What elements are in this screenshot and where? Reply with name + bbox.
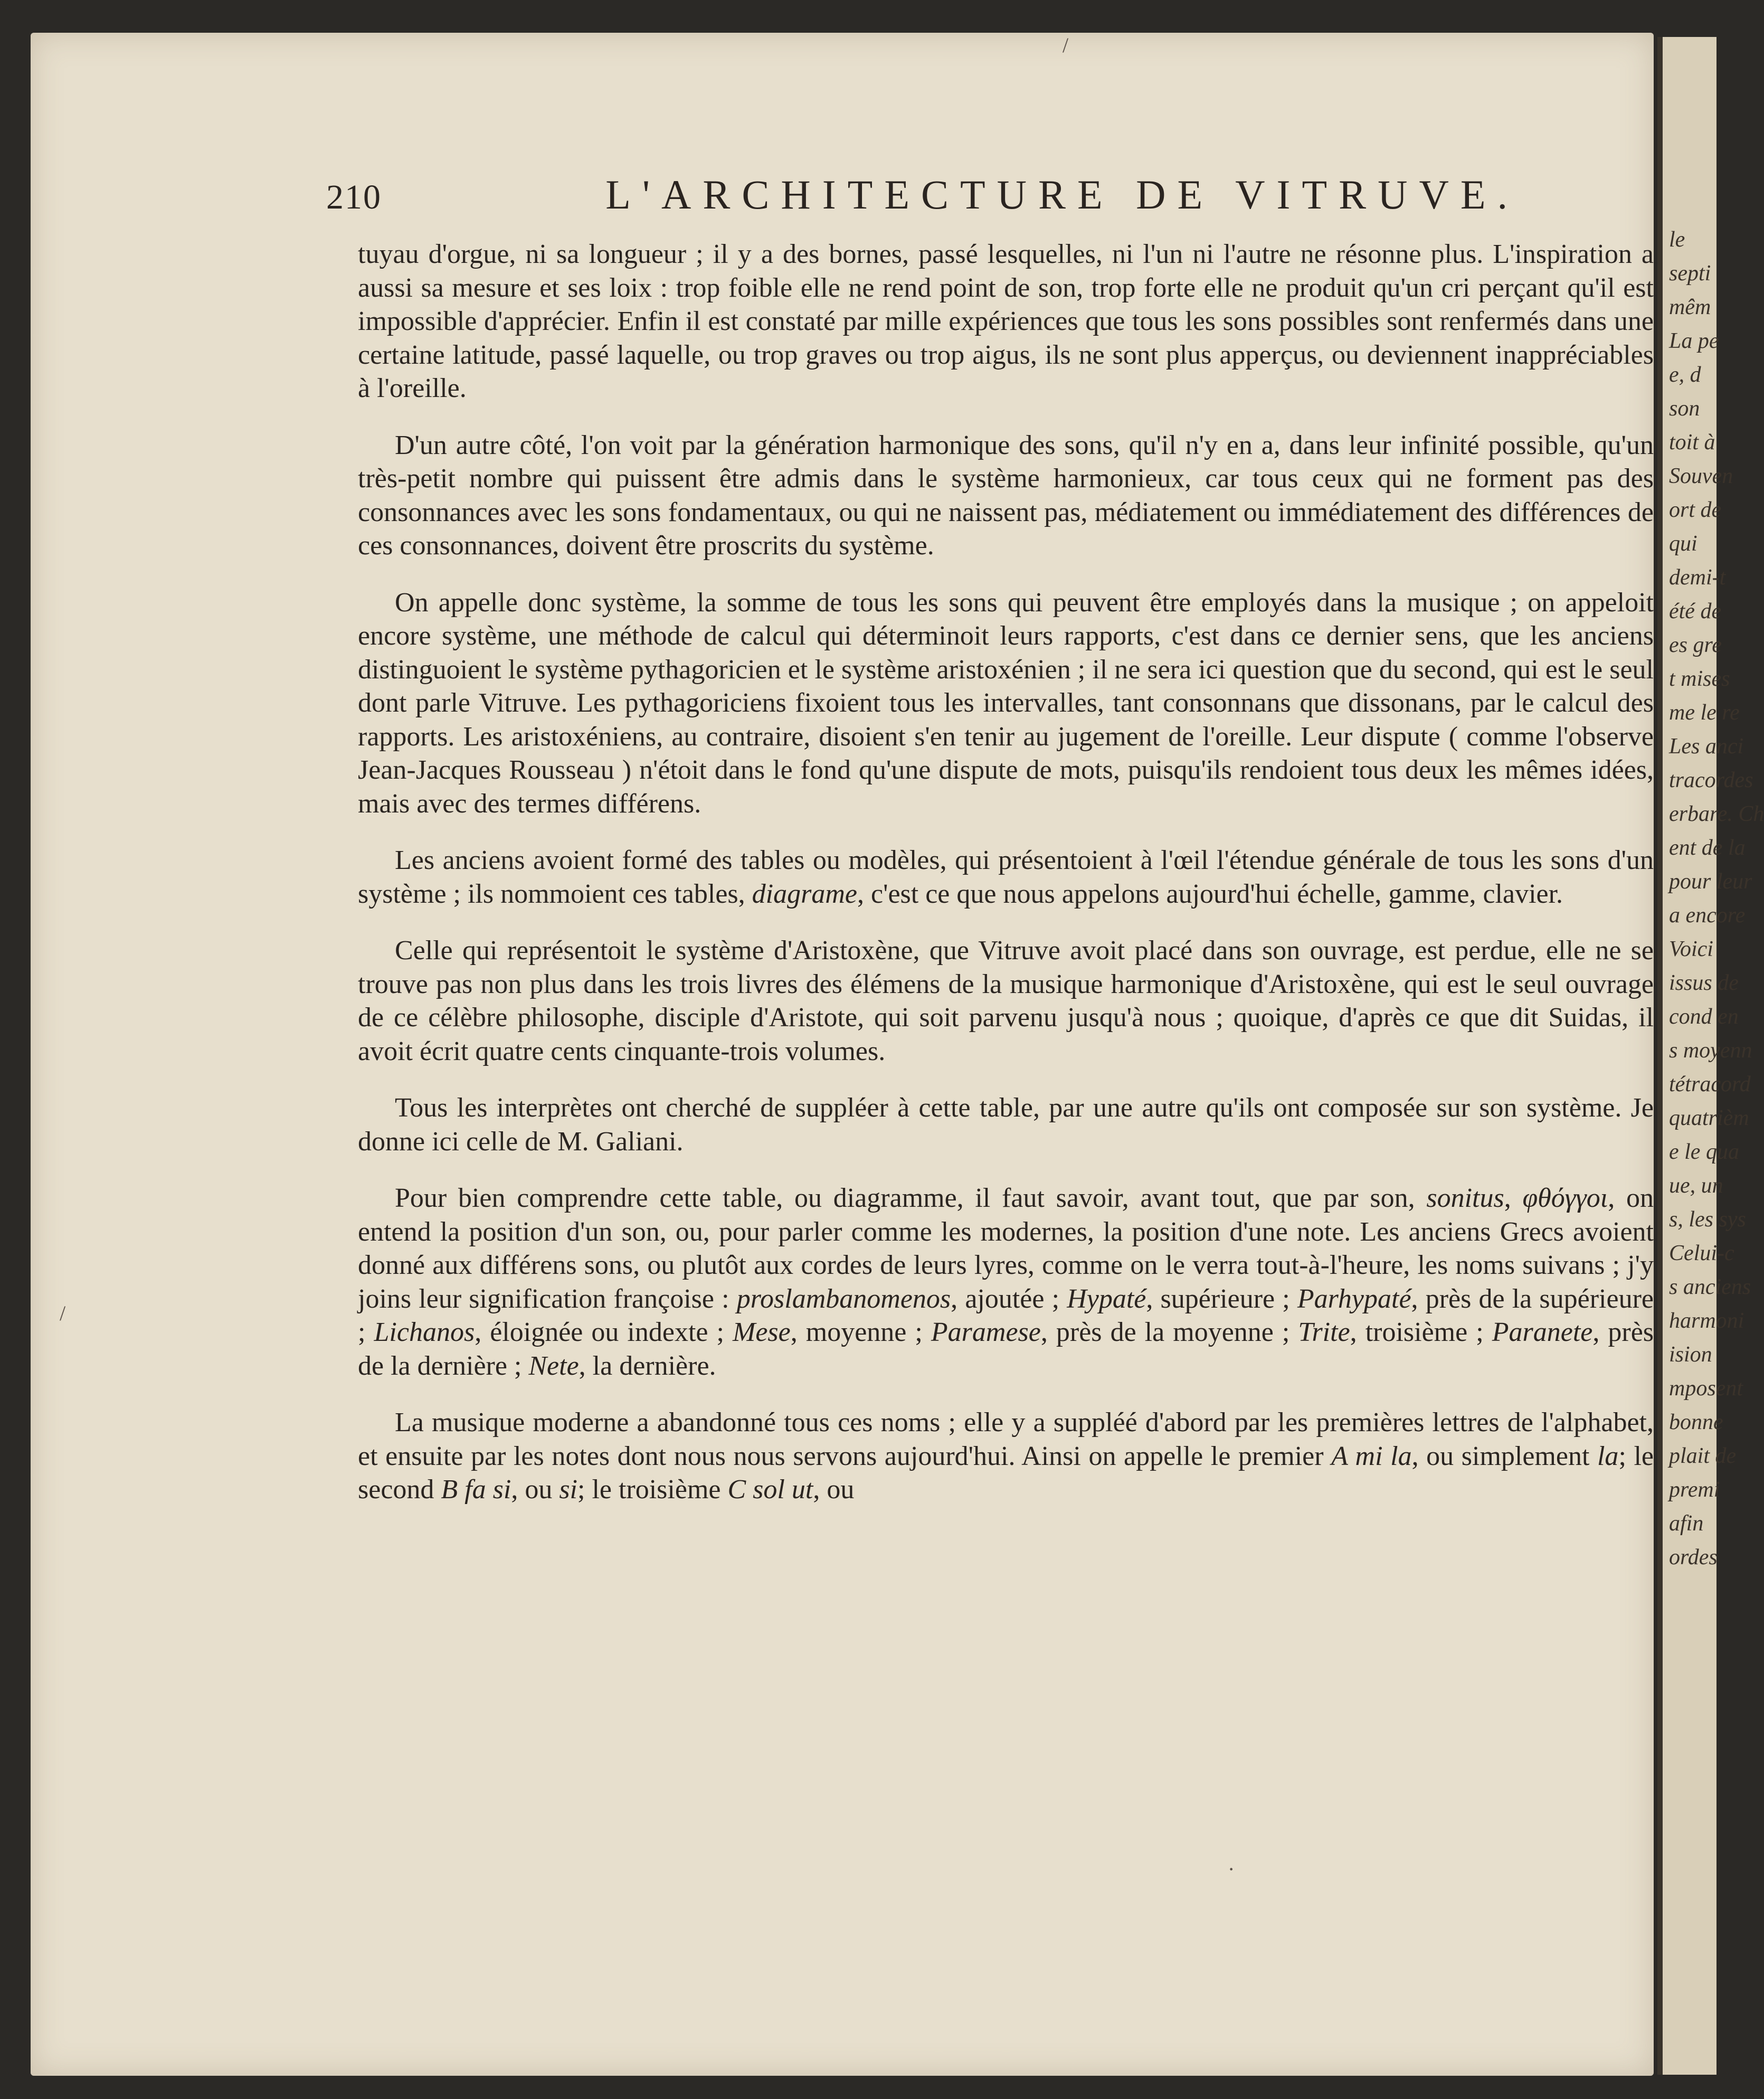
- text-run: , troisième ;: [1350, 1317, 1492, 1347]
- italic-term: Mese: [733, 1317, 791, 1347]
- italic-term: Lichanos: [374, 1317, 475, 1347]
- italic-term: A mi la: [1331, 1441, 1412, 1471]
- italic-term: si: [559, 1474, 577, 1505]
- italic-term: proslambanomenos: [736, 1283, 951, 1314]
- italic-term: diagrame: [752, 878, 857, 909]
- italic-term: Trite: [1298, 1317, 1350, 1347]
- text-run: , ou: [813, 1474, 855, 1505]
- text-run: ; le troisième: [577, 1474, 728, 1505]
- adjacent-page-fragment: ent de la: [1669, 836, 1746, 860]
- italic-term: Hypaté: [1067, 1283, 1146, 1314]
- text-run: ,: [1504, 1183, 1523, 1213]
- adjacent-page-fragment: été de: [1669, 599, 1722, 623]
- adjacent-page-fragment: son: [1669, 396, 1700, 421]
- adjacent-page-fragment: ue, un: [1669, 1174, 1723, 1198]
- adjacent-page-fragment: a encore: [1669, 903, 1746, 928]
- adjacent-page-fragment: Souven: [1669, 464, 1733, 488]
- adjacent-page-fragment: demi-t: [1669, 565, 1726, 590]
- adjacent-page-fragment: cond en: [1669, 1005, 1739, 1029]
- text-run: , près de la dernière ;: [358, 1317, 1654, 1381]
- adjacent-page-fragment: septi: [1669, 261, 1711, 286]
- italic-term: Paranete: [1492, 1317, 1593, 1347]
- text-run: , ajoutée ;: [951, 1283, 1067, 1314]
- adjacent-page-fragment: pour leur: [1669, 869, 1752, 894]
- adjacent-page-fragment: e le qua: [1669, 1140, 1739, 1164]
- text-run: , la dernière.: [578, 1350, 716, 1381]
- paragraph: Tous les interprètes ont cherché de suppléer à cette table, par une autre qu'ils ont composée sur son système. Je donne ici celle de M. Galiani.: [358, 1093, 1654, 1157]
- page-number: 210: [326, 178, 382, 216]
- text-run: La musique moderne a abandonné tous ces noms ; elle y a suppléé d'abord par les premières lettres de l'alphabet, et ensuite par les notes dont nous nous servons aujourd'hui. Ainsi on appelle le premier: [358, 1407, 1654, 1471]
- adjacent-page-fragment: afin: [1669, 1511, 1704, 1536]
- text-run: , supérieure ;: [1146, 1283, 1297, 1314]
- adjacent-page-fragment: tracordes: [1669, 768, 1753, 792]
- adjacent-page-fragment: me le re: [1669, 701, 1740, 725]
- italic-term: Paramese: [931, 1317, 1041, 1347]
- ink-mark: /: [1063, 33, 1069, 57]
- body-text: [358, 238, 1654, 1530]
- ink-mark: /: [60, 1301, 66, 1325]
- running-title: L'ARCHITECTURE DE VITRUVE.: [605, 172, 1519, 218]
- text-run: Les anciens avoient formé des tables ou modèles, qui présentoient à l'œil l'étendue générale de tous les sons d'un système ; ils nommoient ces tables,: [358, 845, 1654, 909]
- adjacent-page-fragment: ision: [1669, 1342, 1712, 1367]
- adjacent-page-fragment: le: [1669, 228, 1685, 252]
- text-run: ; le second: [358, 1441, 1654, 1505]
- book-page: [31, 33, 1654, 2076]
- page-header: [326, 171, 1519, 219]
- adjacent-page-fragment: t mises: [1669, 667, 1730, 691]
- adjacent-page-fragment: ort de: [1669, 498, 1722, 522]
- text-run: , c'est ce que nous appelons aujourd'hui échelle, gamme, clavier.: [857, 878, 1563, 909]
- adjacent-page-fragment: s moyenn: [1669, 1038, 1752, 1063]
- adjacent-page-fragment: es gre: [1669, 633, 1722, 657]
- adjacent-page-fragment: La pe: [1669, 329, 1719, 353]
- text-run: , ou simplement: [1411, 1441, 1597, 1471]
- adjacent-page-fragment: plait de: [1669, 1444, 1737, 1468]
- text-run: , près de la supérieure ;: [358, 1283, 1654, 1347]
- adjacent-page-fragment: erbare. Ch: [1669, 802, 1764, 826]
- paragraph: [358, 844, 1654, 911]
- adjacent-page-fragment: mposent: [1669, 1376, 1743, 1401]
- adjacent-page-fragment: harmoni: [1669, 1309, 1744, 1333]
- italic-term: Parhypaté: [1297, 1283, 1411, 1314]
- italic-term: B fa si: [441, 1474, 511, 1505]
- adjacent-page-fragment: Celui-c: [1669, 1241, 1734, 1265]
- adjacent-page-fragment: s anciens: [1669, 1275, 1751, 1299]
- paragraph: [358, 1181, 1654, 1383]
- paragraph: Celle qui représentoit le système d'Aristoxène, que Vitruve avoit placé dans son ouvrage, est perdue, elle ne se trouve pas non plus dans les trois livres des élémens de la musique harmonique d'Aristoxène, qui est le seul ouvrage de ce célèbre philosophe, disciple d'Aristote, qui soit parvenu jusqu'à nous ; quoique, d'après ce que dit Suidas, il avoit écrit quatre cents cinquante-trois volumes.: [358, 935, 1654, 1066]
- adjacent-page-fragment: Les anci: [1669, 734, 1744, 759]
- italic-term: φθόγγοι: [1522, 1183, 1608, 1213]
- adjacent-page-fragment: ordes: [1669, 1545, 1718, 1569]
- adjacent-page-fragment: toit à: [1669, 430, 1715, 455]
- adjacent-page-fragment: premi: [1669, 1478, 1720, 1502]
- adjacent-page-fragment: issus de: [1669, 971, 1739, 995]
- adjacent-page-fragment: quatrièm: [1669, 1106, 1749, 1130]
- italic-term: Nete: [528, 1350, 579, 1381]
- italic-term: C sol ut: [727, 1474, 813, 1505]
- adjacent-page-fragment: s, les sys: [1669, 1207, 1746, 1232]
- text-run: , près de la moyenne ;: [1040, 1317, 1298, 1347]
- text-run: , éloignée ou indexte ;: [475, 1317, 733, 1347]
- ink-mark: ·: [1228, 1857, 1235, 1881]
- adjacent-page-fragment: e, d: [1669, 363, 1701, 387]
- adjacent-page-fragment: bonne: [1669, 1410, 1723, 1434]
- adjacent-page-edge: [1657, 37, 1764, 2075]
- paragraph: [358, 1406, 1654, 1507]
- text-run: , ou: [511, 1474, 559, 1505]
- paragraph: D'un autre côté, l'on voit par la génération harmonique des sons, qu'il n'y en a, dans leur infinité possible, qu'un très-petit nombre qui puissent être admis dans le système harmonieux, car tous ceux qui ne forment pas des consonnances avec les sons fondamentaux, ou qui ne naissent pas, médiatement ou immédiatement des différences de ces consonnances, doivent être proscrits du système.: [358, 430, 1654, 561]
- text-run: Pour bien comprendre cette table, ou diagramme, il faut savoir, avant tout, que par son,: [395, 1183, 1427, 1213]
- adjacent-page-fragment: tétracord: [1669, 1072, 1751, 1096]
- adjacent-page-fragment: Voici: [1669, 937, 1713, 961]
- text-run: , on entend la position d'un son, ou, pour parler comme les modernes, la position d'une note. Les anciens Grecs avoient donné aux différens sons, ou plutôt aux cordes de leurs lyres, comme on le verra tout-à-l'heure, les noms suivans ; j'y joins leur signification françoise :: [358, 1183, 1654, 1314]
- paragraph: On appelle donc système, la somme de tous les sons qui peuvent être employés dans la musique ; on appeloit encore système, une méthode de calcul qui déterminoit leurs rapports, c'est dans ce dernier sens, que les anciens distinguoient le système pythagoricien et le système aristoxénien ; il ne sera ici question que du second, qui est le seul dont parle Vitruve. Les pythagoriciens fixoient tous les intervalles, tant consonnans que dissonans, par le calcul des rapports. Les aristoxéniens, au contraire, disoient s'en tenir au jugement de l'oreille. Leur dispute ( comme l'observe Jean-Jacques Rousseau ) n'étoit dans le fond qu'une dispute de mots, puisqu'ils rendoient tous deux les mêmes idées, mais avec des termes différens.: [358, 587, 1654, 819]
- adjacent-page-fragment: mêm: [1669, 295, 1711, 319]
- adjacent-page-fragment: qui: [1669, 532, 1697, 556]
- paragraph: tuyau d'orgue, ni sa longueur ; il y a des bornes, passé lesquelles, ni l'un ni l'autre ne résonne plus. L'inspiration a aussi sa mesure et ses loix : trop foible elle ne rend point de son, trop forte elle ne produit qu'un cri perçant qu'il est impossible d'apprécier. Enfin il est constaté par mille expériences que tous les sons possibles sont renfermés dans une certaine latitude, passé laquelle, ou trop graves ou trop aigus, ils ne sont plus apperçus, ou deviennent inappréciables à l'oreille.: [358, 239, 1654, 403]
- italic-term: sonitus: [1426, 1183, 1504, 1213]
- text-run: , moyenne ;: [790, 1317, 931, 1347]
- italic-term: la: [1597, 1441, 1619, 1471]
